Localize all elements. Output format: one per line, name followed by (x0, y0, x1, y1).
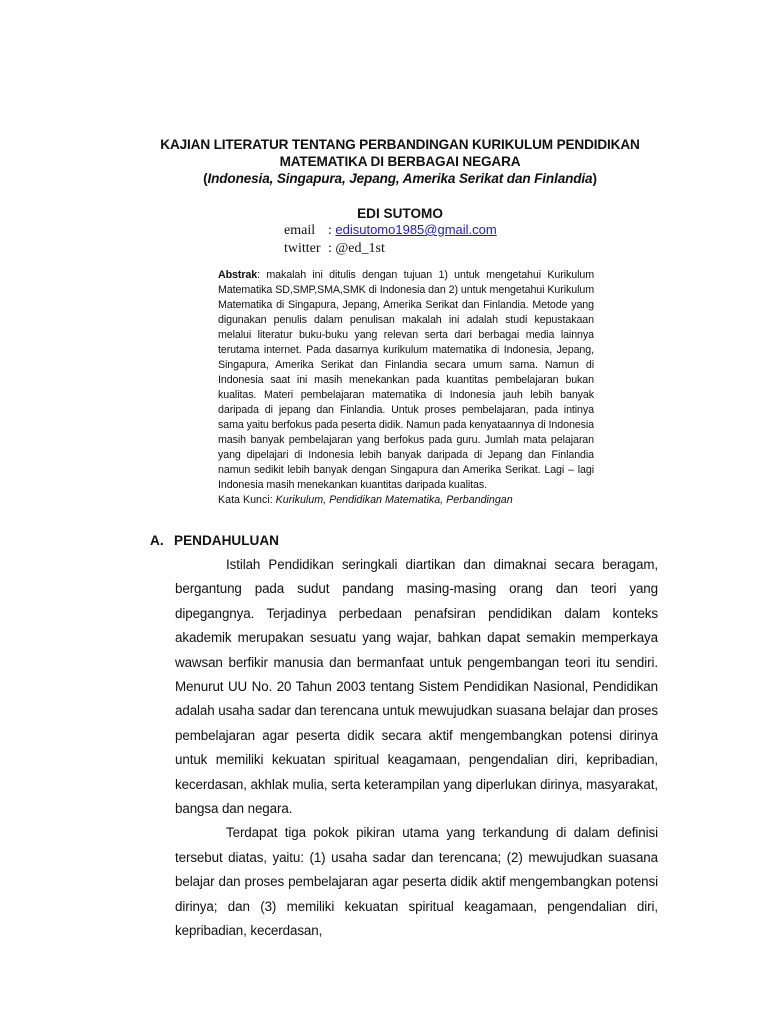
keywords-value: Kurikulum, Pendidikan Matematika, Perbandingan (275, 494, 513, 506)
abstract (218, 268, 594, 493)
twitter-label: twitter (284, 241, 321, 256)
email-separator: : (328, 223, 336, 238)
section-heading (150, 532, 279, 549)
paper-title (150, 136, 650, 187)
twitter-separator: : (328, 241, 336, 256)
keywords-label: Kata Kunci: (218, 494, 276, 506)
abstract-text: : makalah ini ditulis dengan tujuan 1) untuk mengetahui Kurikulum Matematika SD,SMP,SMA,SMK di Indonesia dan 2) untuk mengetahui Kurikulum Matematika di Singapura, Jepang, Amerika Serikat dan Finlandia. Metode yang digunakan penulis dalam penulisan makalah ini adalah studi kepustakaan melalui literatur buku-buku yang relevan serta dari berbagai media lainnya terutama internet. Pada dasarnya kurikulum matematika di Indonesia, Jepang, Singapura, Amerika Serikat dan Finlandia secara umum sama. Namun di Indonesia saat ini masih menekankan pada kuantitas pembelajaran bukan kualitas. Materi pembelajaran matematika di Indonesia jauh lebih banyak daripada di jepang dan Finlandia. Untuk proses pembelajaran, pada intinya sama yaitu berfokus pada peserta didik. Namun pada kenyataannya di Indonesia masih banyak pembelajaran yang berfokus pada guru. Jumlah mata pelajaran yang dipelajari di Indonesia lebih banyak daripada di Jepang dan Finlandia namun sedikit lebih banyak dengan Singapura dan Amerika Serikat. Lagi – lagi Indonesia masih menekankan kuantitas daripada kualitas. (218, 269, 594, 491)
title-line-2: MATEMATIKA DI BERBAGAI NEGARA (279, 154, 521, 169)
subtitle-countries: Indonesia, Singapura, Jepang, Amerika Serikat dan Finlandia (207, 171, 593, 186)
author-name: EDI SUTOMO (357, 206, 443, 221)
abstract-label: Abstrak (218, 269, 258, 281)
body-paragraph: Terdapat tiga pokok pikiran utama yang terkandung di dalam definisi tersebut diatas, yaitu: (1) usaha sadar dan terencana; (2) mewujudkan suasana belajar dan proses pembelajaran agar peserta didik aktif mengembangkan potensi dirinya; dan (3) memiliki kekuatan spiritual keagamaan, pengendalian diri, kepribadian, kecerdasan, (175, 825, 658, 939)
email-link[interactable]: edisutomo1985@gmail.com (335, 222, 497, 237)
twitter-row (284, 240, 497, 258)
email-label: email (284, 223, 316, 238)
keywords (218, 493, 618, 508)
title-line-1: KAJIAN LITERATUR TENTANG PERBANDINGAN KURIKULUM PENDIDIKAN (160, 137, 640, 152)
author-contact (284, 221, 497, 258)
email-row (284, 221, 497, 240)
section-number: A. (150, 533, 164, 548)
section-title: PENDAHULUAN (174, 533, 279, 548)
twitter-handle: @ed_1st (335, 241, 385, 256)
title-subtitle: (Indonesia, Singapura, Jepang, Amerika Serikat dan Finlandia) (203, 171, 597, 186)
body-paragraph: Istilah Pendidikan seringkali diartikan dan dimaknai secara beragam, bergantung pada sudut pandang masing-masing orang dan teori yang dipegangnya. Terjadinya perbedaan penafsiran pendidikan dalam konteks akademik merupakan sesuatu yang wajar, bahkan dapat semakin memperkaya wawsan berfikir manusia dan bermanfaat untuk pengembangan teori itu sendiri. Menurut UU No. 20 Tahun 2003 tentang Sistem Pendidikan Nasional, Pendidikan adalah usaha sadar dan terencana untuk mewujudkan suasana belajar dan proses pembelajaran agar peserta didik secara aktif mengembangkan potensi dirinya untuk memiliki kekuatan spiritual keagamaan, pengendalian diri, kepribadian, kecerdasan, akhlak mulia, serta keterampilan yang diperlukan dirinya, masyarakat, bangsa dan negara. (175, 557, 658, 817)
section-body (175, 553, 658, 944)
